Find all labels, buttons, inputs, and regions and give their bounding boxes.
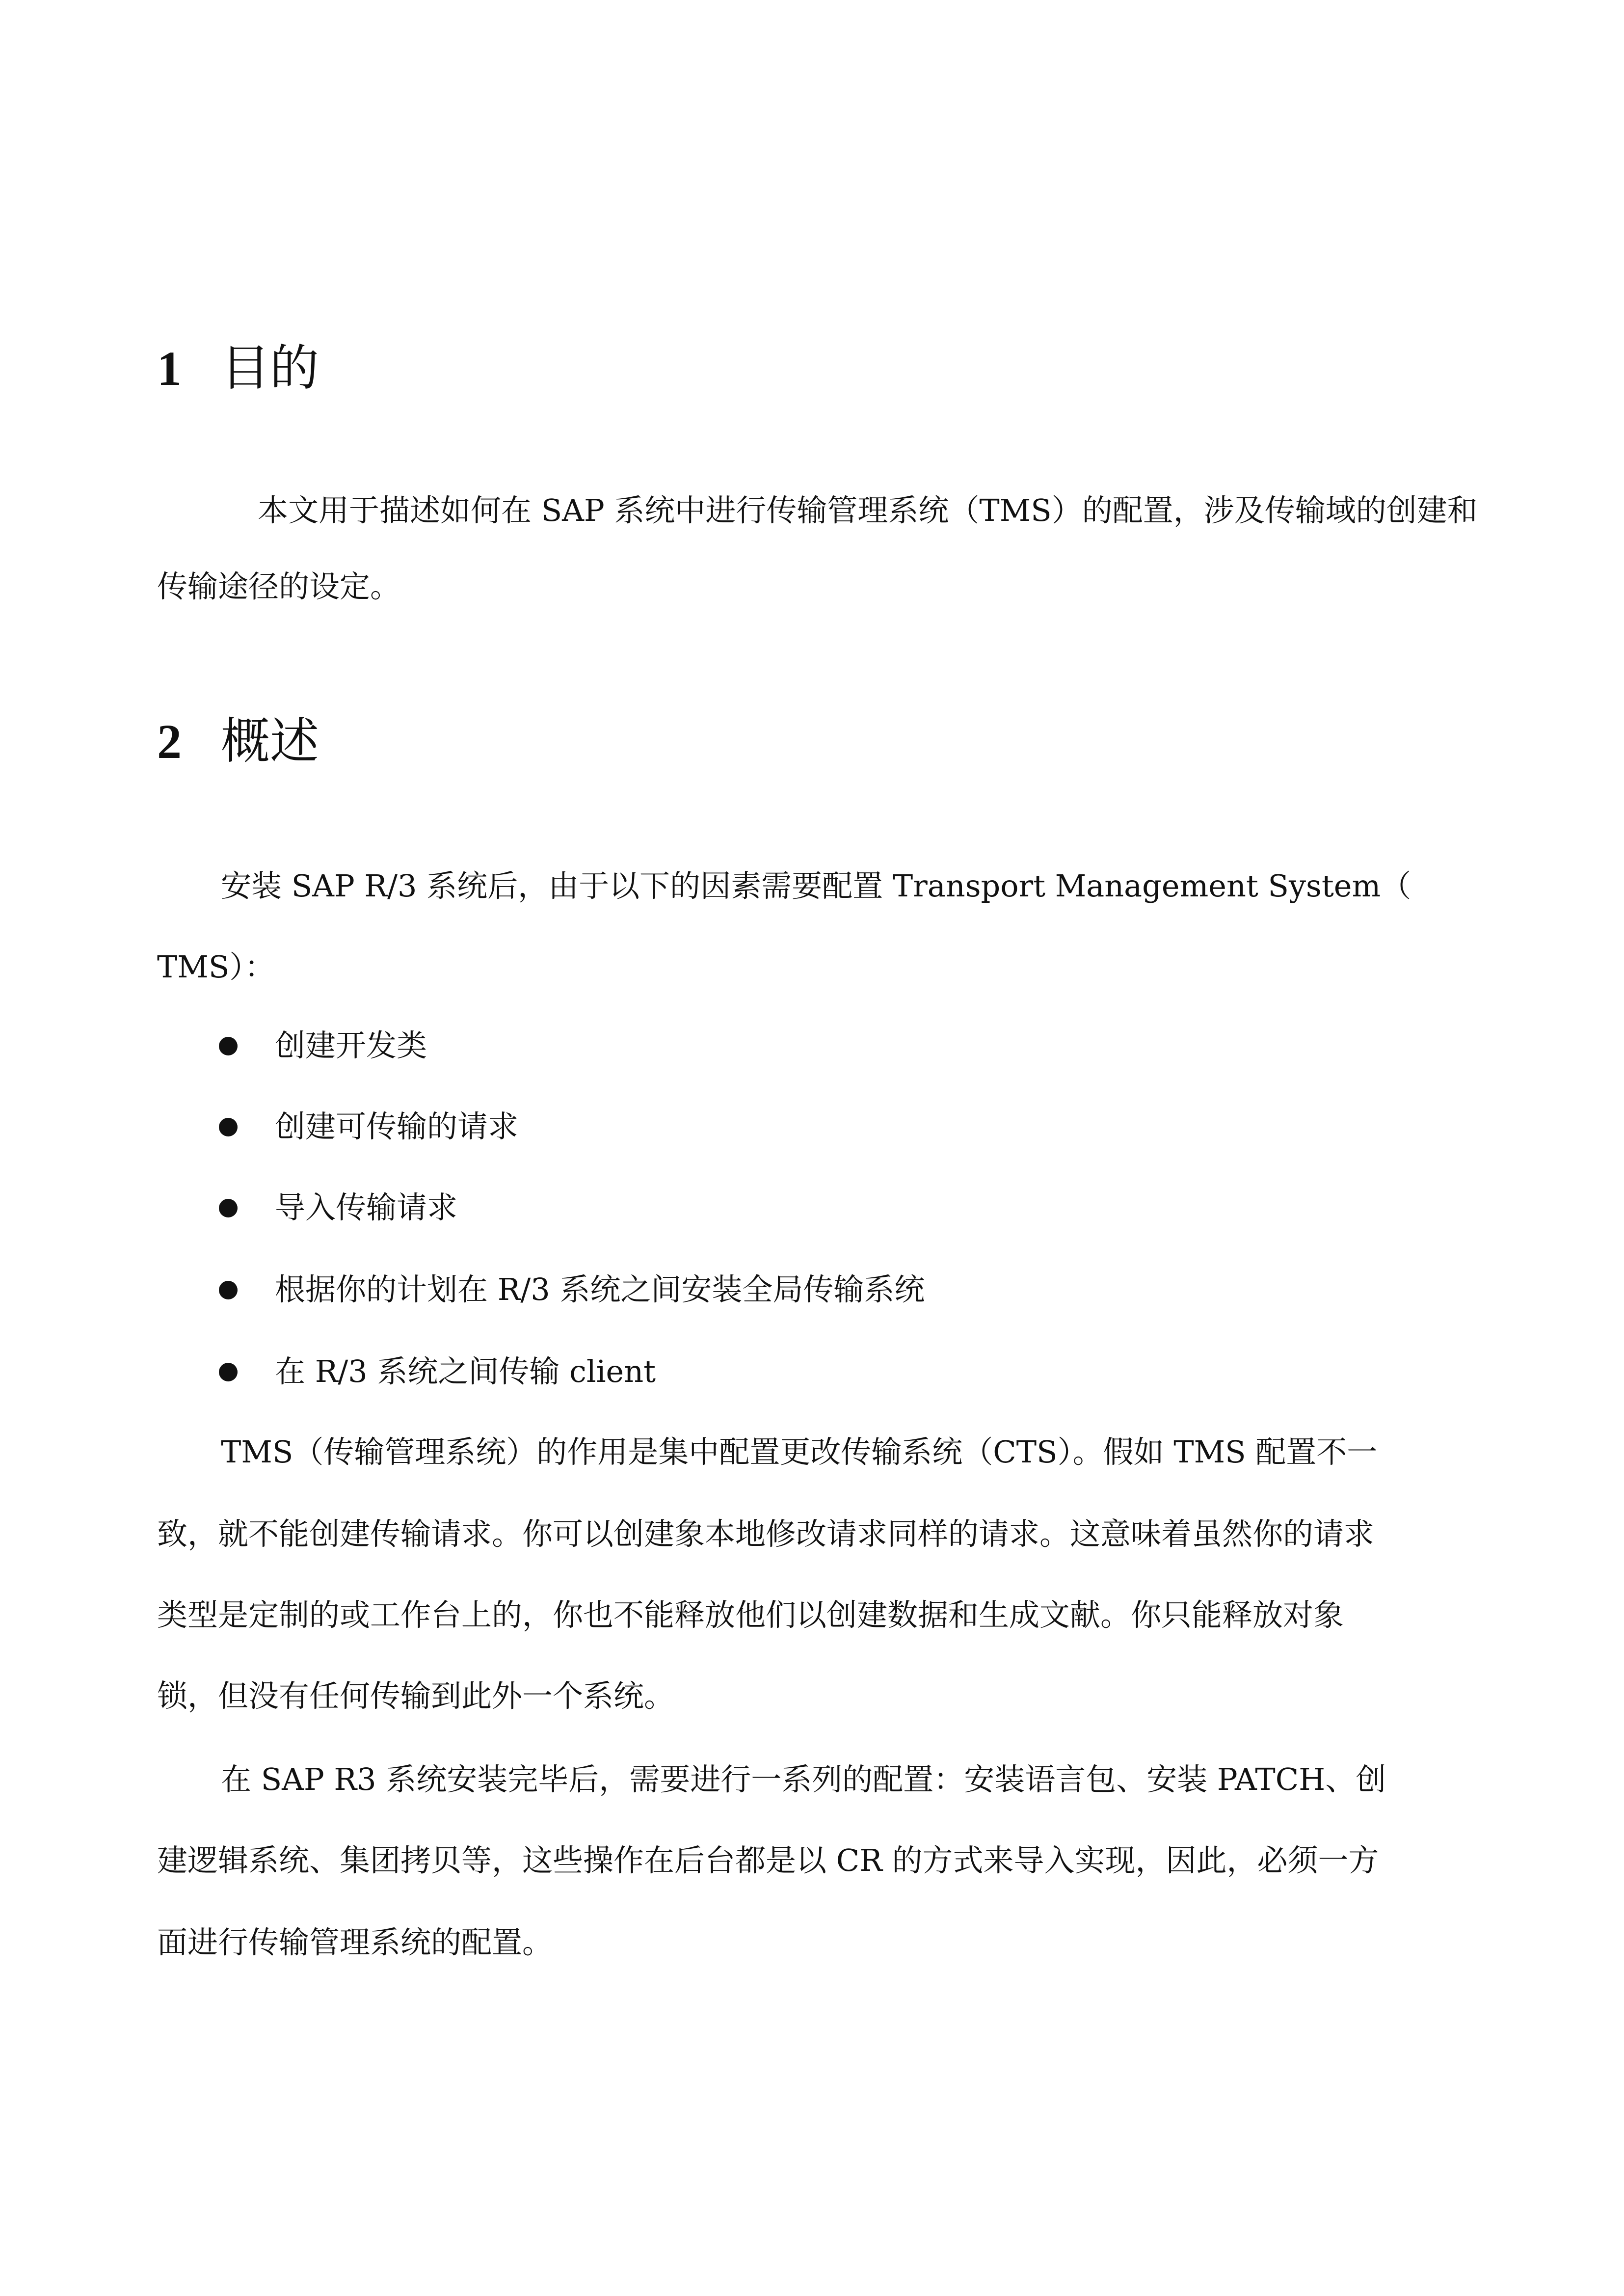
list-item-text: 根据你的计划在 R/3 系统之间安装全局传输系统 [275,1271,925,1307]
bullet-icon [219,1281,238,1299]
paragraph-line: 面进行传输管理系统的配置。 [157,1924,553,1960]
paragraph-line: 建逻辑系统、集团拷贝等，这些操作在后台都是以 CR 的方式来导入实现，因此，必须一方 [157,1842,1379,1878]
paragraph-line: 致，就不能创建传输请求。你可以创建象本地修改请求同样的请求。这意味着虽然你的请求 [157,1516,1375,1552]
section-title: 目的 [221,339,319,397]
paragraph-line: 安装 SAP R/3 系统后，由于以下的因素需要配置 Transport Management System（ [221,868,1411,904]
section-heading-purpose [157,339,319,398]
section-heading-overview [157,712,319,771]
paragraph-line: 本文用于描述如何在 SAP 系统中进行传输管理系统（TMS）的配置，涉及传输域的创建和 [258,492,1478,528]
paragraph-line: 在 SAP R3 系统安装完毕后，需要进行一系列的配置：安装语言包、安装 PATCH、创 [221,1761,1386,1797]
bullet-icon [219,1037,238,1055]
list-item-text: 创建开发类 [275,1027,427,1063]
paragraph-line: 类型是定制的或工作台上的，你也不能释放他们以创建数据和生成文献。你只能释放对象 [157,1597,1344,1633]
paragraph-line: TMS）： [157,949,275,985]
bullet-icon [219,1363,238,1381]
paragraph-line: 传输途径的设定。 [157,568,401,604]
list-item-text: 在 R/3 系统之间传输 client [275,1353,656,1389]
section-number: 1 [157,341,182,396]
paragraph-line: TMS（传输管理系统）的作用是集中配置更改传输系统（CTS）。假如 TMS 配置不一 [221,1434,1378,1470]
section-title: 概述 [221,712,319,770]
bullet-icon [219,1118,238,1136]
list-item-text: 导入传输请求 [275,1189,458,1225]
list-item-text: 创建可传输的请求 [275,1108,519,1144]
section-number: 2 [157,714,182,769]
paragraph-line: 锁，但没有任何传输到此外一个系统。 [157,1678,675,1714]
bullet-icon [219,1199,238,1217]
